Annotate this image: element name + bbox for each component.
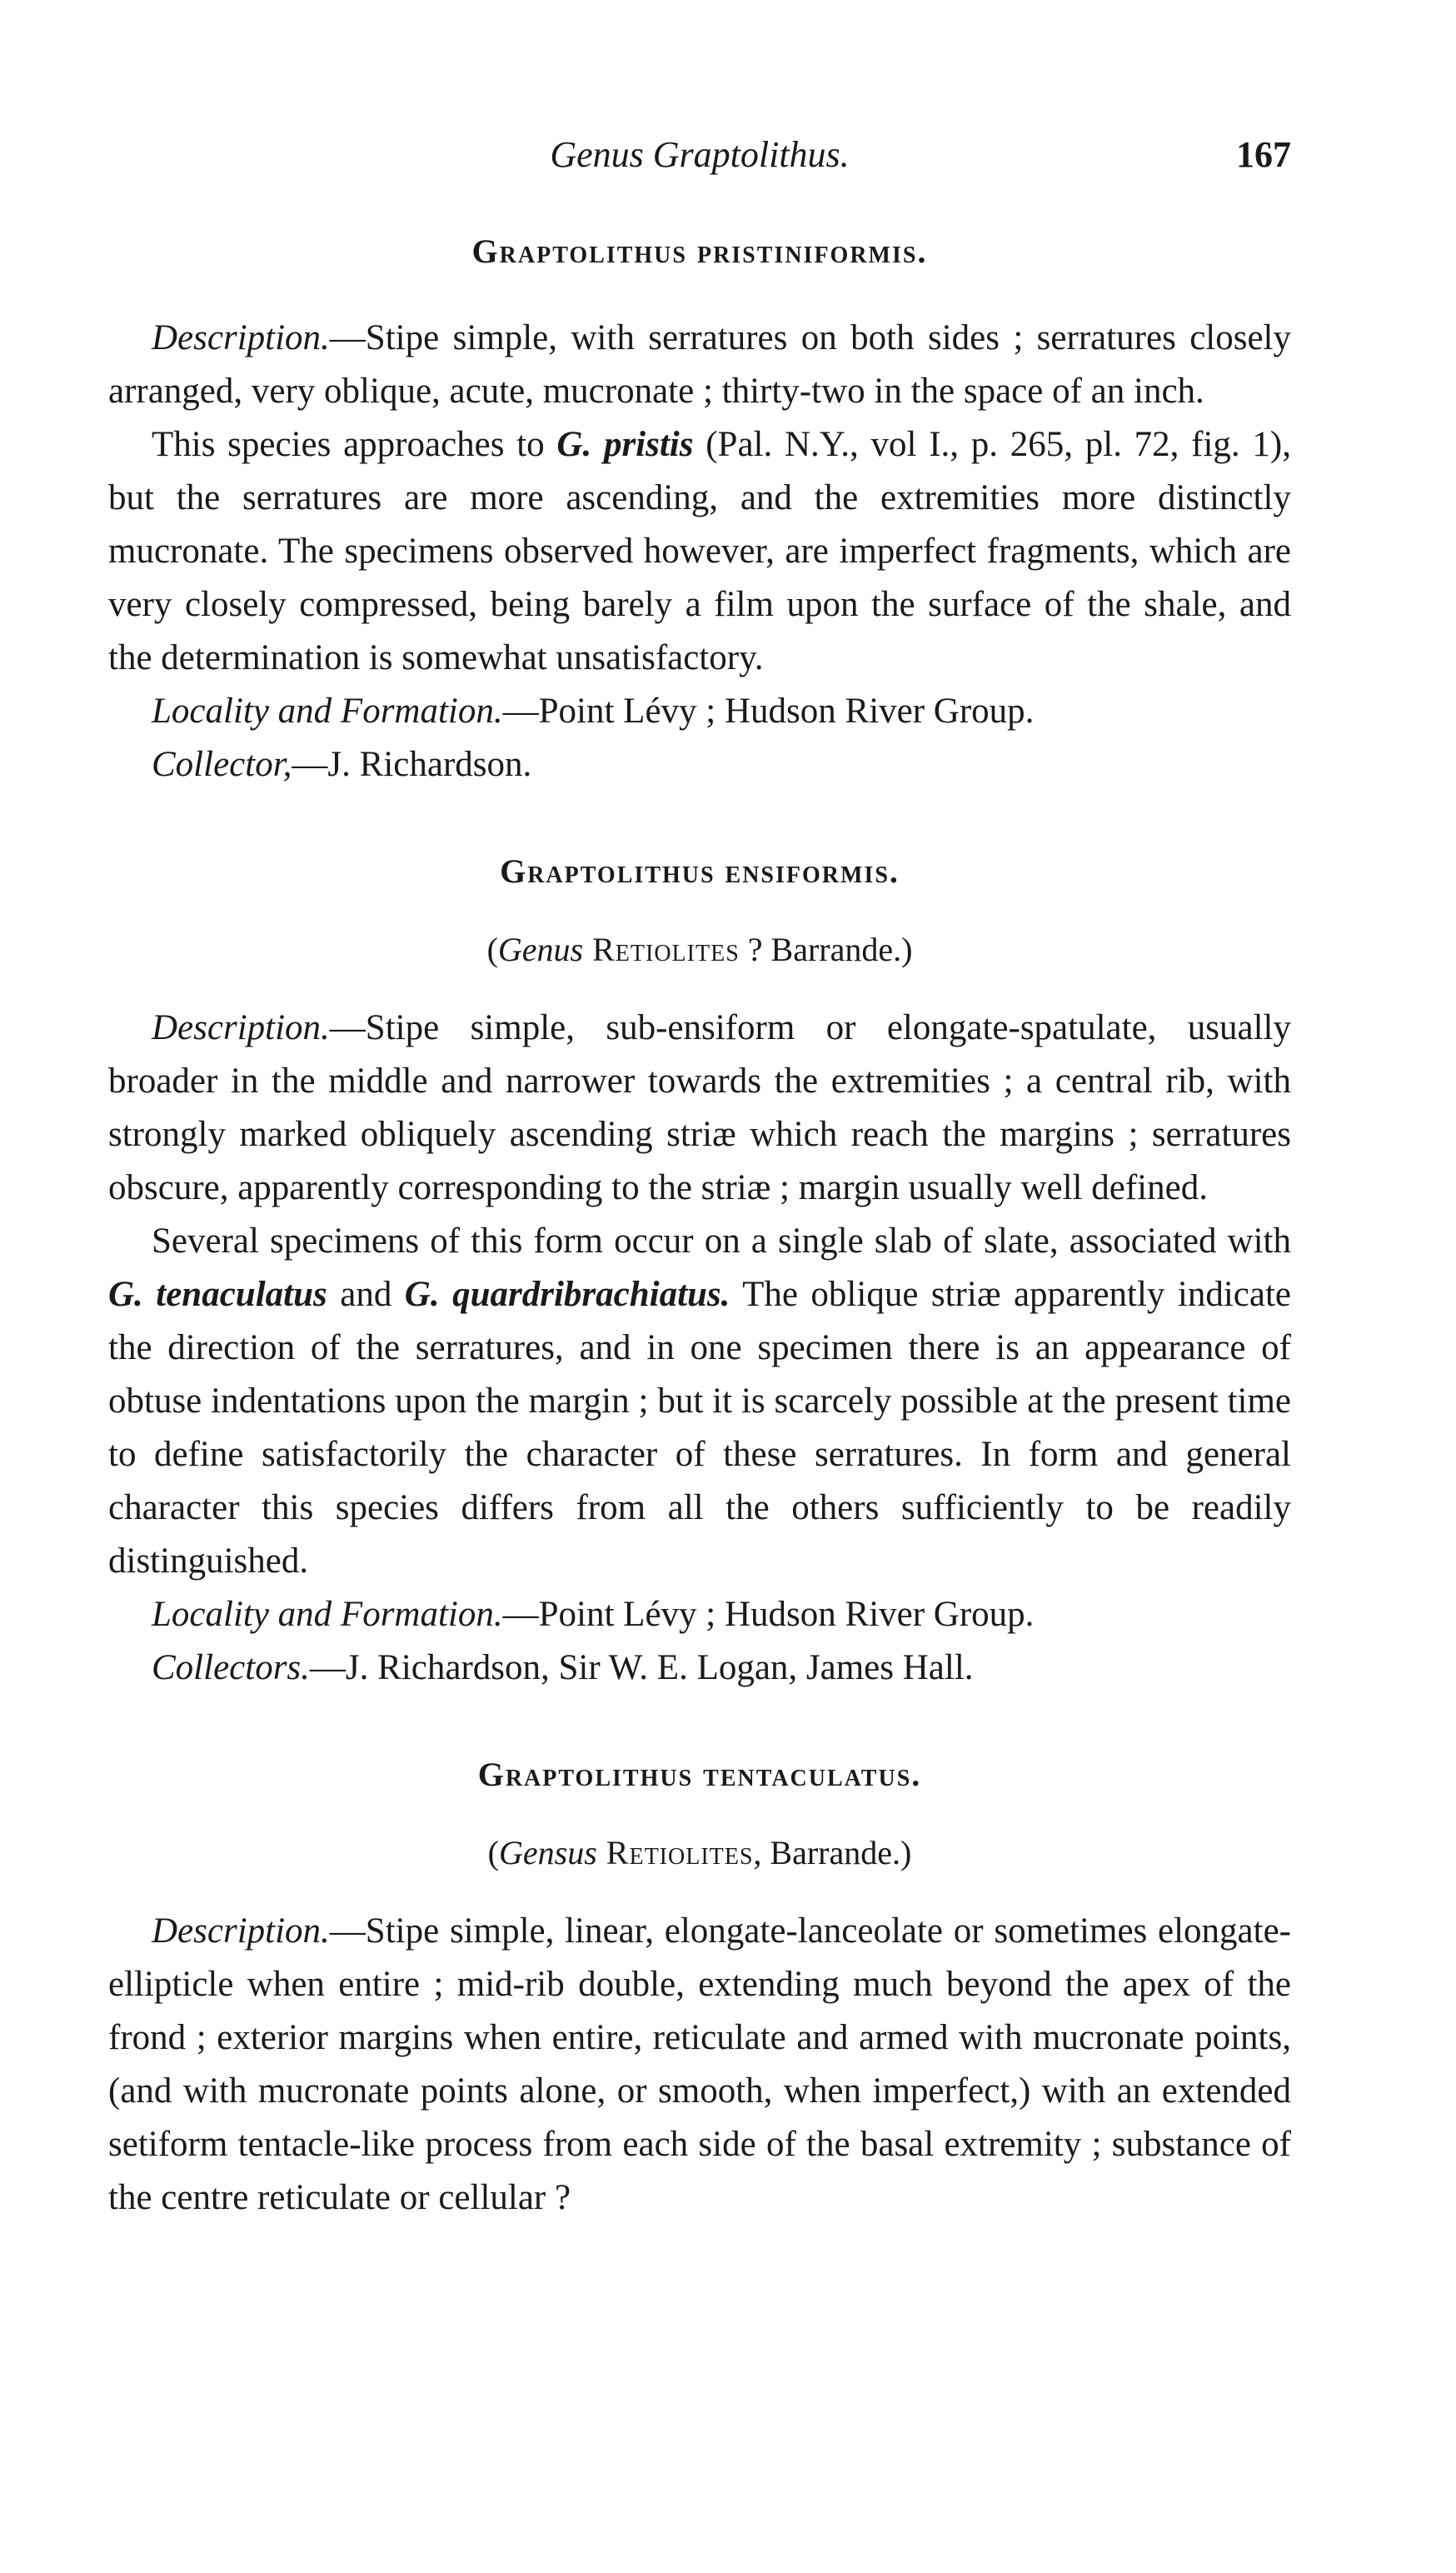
species-heading: Graptolithus pristiniformis.	[471, 232, 928, 270]
collector-label: Collector,	[152, 745, 292, 784]
running-title: Genus Graptolithus.	[550, 134, 850, 175]
locality-label: Locality and Formation.	[152, 1595, 503, 1634]
remarks-text: and	[327, 1275, 405, 1314]
species-section-ensiformis	[108, 845, 1291, 1695]
page-body	[108, 225, 1291, 2225]
species-section-pristiniformis	[108, 225, 1291, 792]
running-header	[108, 133, 1291, 192]
description-paragraph	[108, 1002, 1291, 1215]
remarks-paragraph	[108, 418, 1291, 685]
genus-subheading	[108, 923, 1291, 977]
genus-label: Gensus	[499, 1834, 597, 1871]
remarks-paragraph	[108, 1215, 1291, 1588]
paren: (	[486, 931, 498, 968]
species-reference: G. pristis	[556, 425, 694, 464]
species-heading: Graptolithus tentaculatus.	[477, 1756, 922, 1793]
collector-text: —J. Richardson, Sir W. E. Logan, James Hall.	[309, 1648, 974, 1687]
remarks-text: This species approaches to	[152, 425, 557, 464]
genus-name: Retiolites	[596, 1834, 754, 1871]
remarks-text: The oblique striæ apparently indicate the direction of the serratures, and in one specimen there is an appearance of obtuse indentations upon the margin ; but it is scarcely possible at the present time to define satisfactorily the character of these serratures. In form and general character this species differs from all the others sufficiently to be readily distinguished.	[108, 1275, 1291, 1581]
remarks-text: Several specimens of this form occur on a single slab of slate, associated with	[152, 1222, 1291, 1261]
collector-paragraph	[108, 738, 1291, 792]
collector-paragraph	[108, 1641, 1291, 1695]
genus-subheading	[108, 1826, 1291, 1880]
genus-authority: ? Barrande.)	[739, 931, 913, 968]
species-heading: Graptolithus ensiformis.	[500, 852, 900, 890]
genus-authority: , Barrande.)	[753, 1834, 912, 1871]
species-reference: G. tenaculatus	[108, 1275, 327, 1314]
genus-label: Genus	[497, 931, 584, 968]
description-label: Description.	[152, 1911, 330, 1951]
locality-paragraph	[108, 685, 1291, 738]
collector-text: —J. Richardson.	[292, 745, 532, 784]
collector-label: Collectors.	[152, 1648, 310, 1687]
description-paragraph	[108, 312, 1291, 418]
genus-name: Retiolites	[583, 931, 740, 968]
locality-text: —Point Lévy ; Hudson River Group.	[502, 692, 1035, 731]
description-label: Description.	[152, 318, 330, 357]
species-reference: G. quardribrachiatus.	[404, 1275, 730, 1314]
description-text: —Stipe simple, linear, elongate-lanceolate or sometimes elongate-ellipticle when entire ; mid-rib double, extending much beyond the apex of the frond ; exterior margins when entire, reticulate and armed with mucronate points, (and with mucronate points alone, or smooth, when imperfect,) with an extended setiform tentacle-like process from each side of the basal extremity ; substance of the centre reticulate or cellular ?	[108, 1911, 1291, 2217]
locality-text: —Point Lévy ; Hudson River Group.	[502, 1595, 1035, 1634]
description-label: Description.	[152, 1008, 330, 1047]
locality-paragraph	[108, 1588, 1291, 1641]
locality-label: Locality and Formation.	[152, 692, 503, 731]
paren: (	[487, 1834, 499, 1871]
remarks-text: (Pal. N.Y., vol I., p. 265, pl. 72, fig. 1), but the serratures are more ascending, and the extremities more distinctly mucronate. The specimens observed however, are imperfect fragments, which are very closely compressed, being barely a film upon the surface of the shale, and the determination is somewhat unsatisfactory.	[108, 425, 1291, 677]
description-text: —Stipe simple, with serratures on both sides ; serratures closely arranged, very oblique, acute, mucronate ; thirty-two in the space of an inch.	[108, 318, 1291, 411]
description-text: —Stipe simple, sub-ensiform or elongate-spatulate, usually broader in the middle and narrower towards the extremities ; a central rib, with strongly marked obliquely ascending striæ which reach the margins ; serratures obscure, apparently corresponding to the striæ ; margin usually well defined.	[108, 1008, 1291, 1207]
page-number: 167	[1236, 134, 1291, 175]
description-paragraph	[108, 1905, 1291, 2225]
species-section-tentaculatus	[108, 1748, 1291, 2225]
